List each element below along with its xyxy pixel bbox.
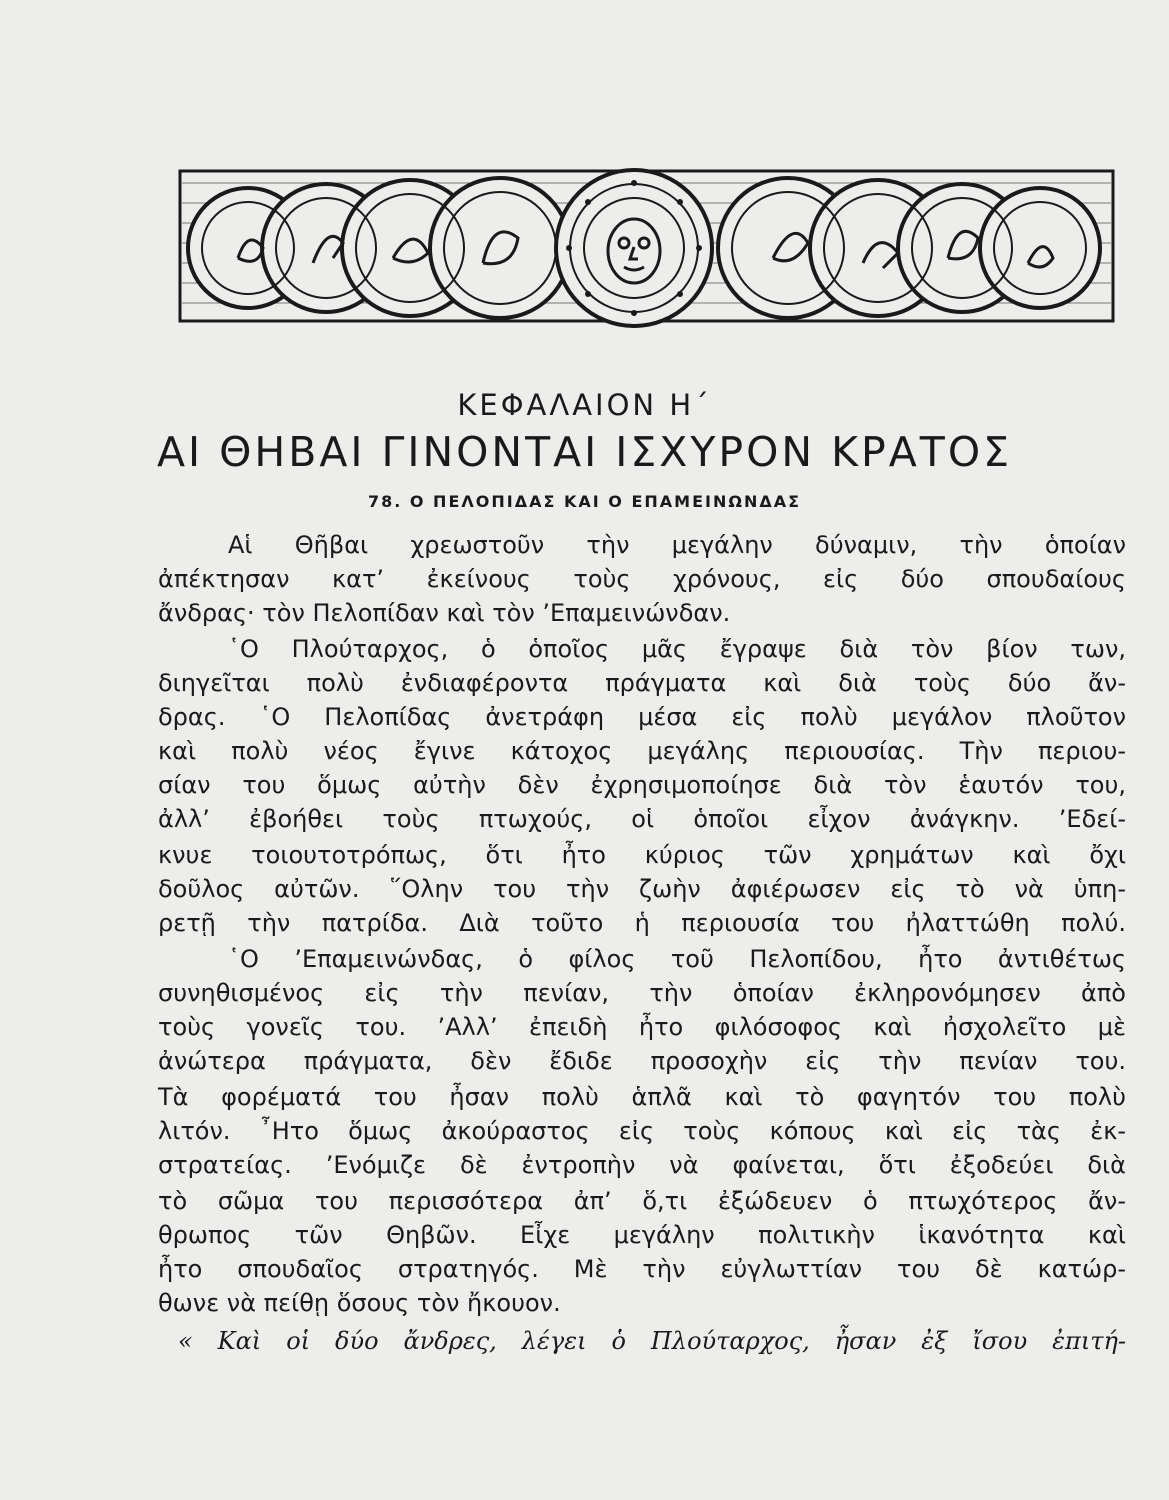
quote-line: « Καὶ οἱ δύο ἄνδρες, λέγει ὁ Πλούταρχος, ἦσαν ἐξ ἴσου ἐπιτή- <box>178 1327 1126 1355</box>
body-line: θρωπος τῶν Θηβῶν. Εἶχε μεγάλην πολιτικὴν ἱκανότητα καὶ <box>158 1221 1126 1249</box>
body-line: διηγεῖται πολὺ ἐνδιαφέροντα πράγματα καὶ διὰ τοὺς δύο ἄν- <box>158 669 1126 697</box>
body-line: ἄνδρας· τὸν Πελοπίδαν καὶ τὸν ’Επαμεινώνδαν. <box>158 599 731 627</box>
body-line: θωνε νὰ πείθῃ ὅσους τὸν ἤκουον. <box>158 1289 561 1317</box>
body-line: ἀπέκτησαν κατ’ ἐκείνους τοὺς χρόνους, εἰς δύο σπουδαίους <box>158 565 1126 593</box>
body-line: ἀλλ’ ἐβοήθει τοὺς πτωχούς, οἱ ὁποῖοι εἶχον ἀνάγκην. ’Εδεί- <box>158 805 1126 833</box>
body-line: στρατείας. ’Ενόμιζε δὲ ἐντροπὴν νὰ φαίνεται, ὅτι ἐξοδεύει διὰ <box>158 1151 1126 1179</box>
body-line: ῾Ο Πλούταρχος, ὁ ὁποῖος μᾶς ἔγραψε διὰ τὸν βίον των, <box>228 635 1126 663</box>
body-line: δοῦλος αὐτῶν. ῞Ολην του τὴν ζωὴν ἀφιέρωσεν εἰς τὸ νὰ ὑπη- <box>158 875 1126 903</box>
chapter-title: ΑΙ ΘΗΒΑΙ ΓΙΝΟΝΤΑΙ ΙΣΧΥΡΟΝ ΚΡΑΤΟΣ <box>156 428 1013 476</box>
body-line: ἦτο σπουδαῖος στρατηγός. Μὲ τὴν εὐγλωττίαν του δὲ κατώρ- <box>158 1255 1126 1283</box>
body-line: ῾Ο ’Επαμεινώνδας, ὁ φίλος τοῦ Πελοπίδου, ἦτο ἀντιθέτως <box>228 945 1126 973</box>
shields-frieze-icon <box>178 163 1115 331</box>
body-line: κνυε τοιουτοτρόπως, ὅτι ἦτο κύριος τῶν χρημάτων καὶ ὄχι <box>158 841 1126 869</box>
section-heading: 78. Ο ΠΕΛΟΠΙΔΑΣ ΚΑΙ Ο ΕΠΑΜΕΙΝΩΝΔΑΣ <box>367 492 802 511</box>
body-line: λιτόν. ῏Ητο ὅμως ἀκούραστος εἰς τοὺς κόπους καὶ εἰς τὰς ἐκ- <box>158 1117 1126 1145</box>
body-line: συνηθισμένος εἰς τὴν πενίαν, τὴν ὁποίαν ἐκληρονόμησεν ἀπὸ <box>158 979 1126 1007</box>
body-line: τοὺς γονεῖς του. ’Αλλ’ ἐπειδὴ ἦτο φιλόσοφος καὶ ἠσχολεῖτο μὲ <box>158 1013 1126 1041</box>
body-line: ἀνώτερα πράγματα, δὲν ἔδιδε προσοχὴν εἰς τὴν πενίαν του. <box>158 1047 1126 1075</box>
chapter-heading: ΚΕΦΑΛΑΙΟΝ Η΄ <box>457 388 712 422</box>
body-line: δρας. ῾Ο Πελοπίδας ἀνετράφη μέσα εἰς πολὺ μεγάλον πλοῦτον <box>158 703 1126 731</box>
body-line: τὸ σῶμα του περισσότερα ἀπ’ ὅ,τι ἐξώδευεν ὁ πτωχότερος ἄν- <box>158 1187 1126 1215</box>
body-line: Τὰ φορέματά του ἦσαν πολὺ ἁπλᾶ καὶ τὸ φαγητόν του πολὺ <box>158 1083 1126 1111</box>
body-line: ρετῇ τὴν πατρίδα. Διὰ τοῦτο ἡ περιουσία του ἠλαττώθη πολύ. <box>158 909 1126 937</box>
body-line: καὶ πολὺ νέος ἔγινε κάτοχος μεγάλης περιουσίας. Τὴν περιου- <box>158 737 1126 765</box>
body-line: σίαν του ὅμως αὐτὴν δὲν ἐχρησιμοποίησε διὰ τὸν ἑαυτόν του, <box>158 771 1126 799</box>
body-line: Αἱ Θῆβαι χρεωστοῦν τὴν μεγάλην δύναμιν, τὴν ὁποίαν <box>228 531 1126 559</box>
